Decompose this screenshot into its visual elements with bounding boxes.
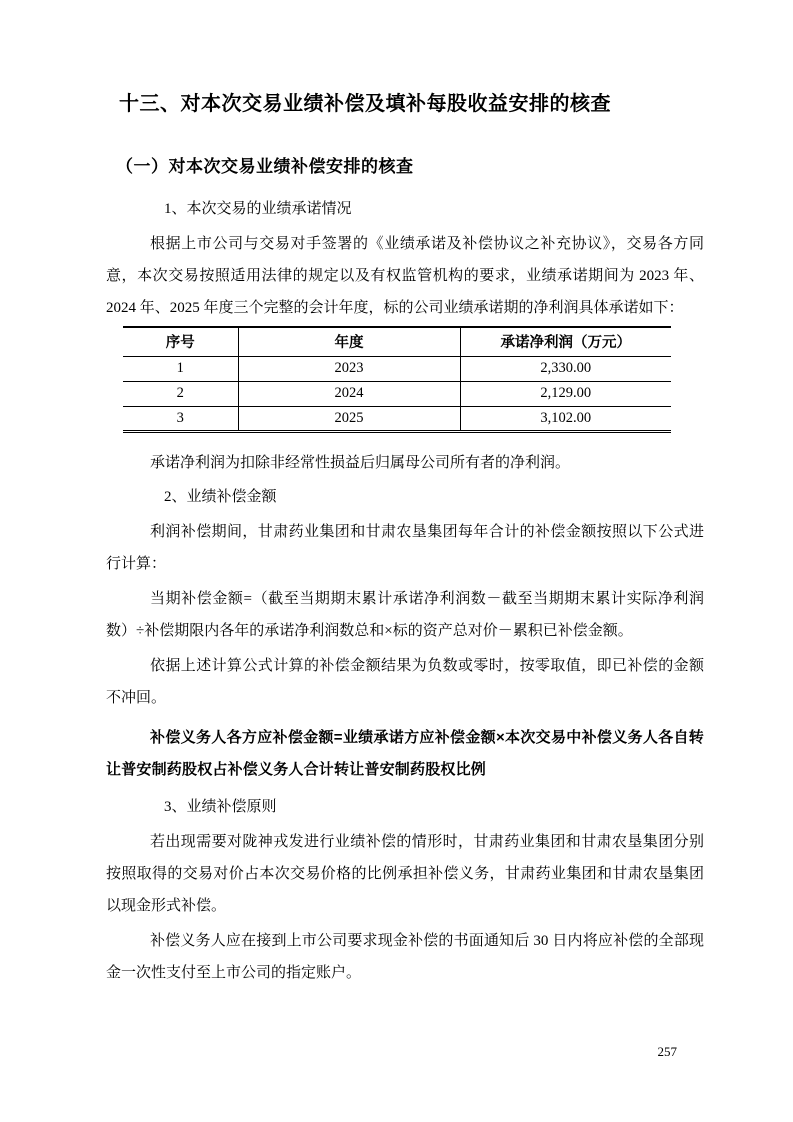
document-content xyxy=(106,0,704,989)
chapter-title: 十三、对本次交易业绩补偿及填补每股收益安排的核查 xyxy=(119,93,611,115)
paragraph-cash-payment: 补偿义务人应在接到上市公司要求现金补偿的书面通知后 30 日内将应补偿的全部现金一次性支付至上市公司的指定账户。 xyxy=(106,932,704,981)
subsection-heading-2: 2、业绩补偿金额 xyxy=(164,488,277,505)
table-row xyxy=(123,381,671,406)
table-cell-profit: 2,129.00 xyxy=(460,381,671,406)
table-header-promised-profit: 承诺净利润（万元） xyxy=(460,327,671,356)
paragraph-obligor-formula: 补偿义务人各方应补偿金额=业绩承诺方应补偿金额×本次交易中补偿义务人各自转让普安制药股权占补偿义务人合计转让普安制药股权比例 xyxy=(106,728,704,778)
table-cell-index: 3 xyxy=(123,406,238,431)
paragraph-calc-intro: 利润补偿期间，甘肃药业集团和甘肃农垦集团每年合计的补偿金额按照以下公式进行计算： xyxy=(106,523,704,572)
paragraph-zero-rule: 依据上述计算公式计算的补偿金额结果为负数或零时，按零取值，即已补偿的金额不冲回。 xyxy=(106,657,704,706)
table-cell-year: 2024 xyxy=(238,381,460,406)
table-row xyxy=(123,356,671,381)
table-cell-year: 2025 xyxy=(238,406,460,431)
subsection-heading-3: 3、业绩补偿原则 xyxy=(164,798,277,815)
table-cell-year: 2023 xyxy=(238,356,460,381)
table-cell-profit: 3,102.00 xyxy=(460,406,671,431)
table-row xyxy=(123,406,671,431)
section-title: （一）对本次交易业绩补偿安排的核查 xyxy=(116,157,414,176)
paragraph-performance-commitment: 根据上市公司与交易对手签署的《业绩承诺及补偿协议之补充协议》，交易各方同意，本次交易按照适用法律的规定以及有权监管机构的要求，业绩承诺期间为 2023 年、2024 年、2025 年度三个完整的会计年度，标的公司业绩承诺期的净利润具体承诺如下： xyxy=(106,236,704,316)
table-header-year: 年度 xyxy=(238,327,460,356)
subsection-heading-1: 1、本次交易的业绩承诺情况 xyxy=(164,201,352,217)
table-cell-index: 1 xyxy=(123,356,238,381)
paragraph-net-profit-note: 承诺净利润为扣除非经常性损益后归属母公司所有者的净利润。 xyxy=(150,454,571,471)
page-number: 257 xyxy=(657,1044,677,1059)
paragraph-compensation-principle: 若出现需要对陇神戎发进行业绩补偿的情形时，甘肃药业集团和甘肃农垦集团分别按照取得的交易对价占本次交易价格的比例承担补偿义务，甘肃药业集团和甘肃农垦集团以现金形式补偿。 xyxy=(106,833,704,914)
paragraph-compensation-formula: 当期补偿金额=（截至当期期末累计承诺净利润数－截至当期期末累计实际净利润数）÷补偿期限内各年的承诺净利润数总和×标的资产总对价－累积已补偿金额。 xyxy=(106,590,704,639)
table-header-row xyxy=(123,327,671,356)
table-cell-profit: 2,330.00 xyxy=(460,356,671,381)
net-profit-commitment-table xyxy=(123,326,671,433)
table-header-index: 序号 xyxy=(123,327,238,356)
table-cell-index: 2 xyxy=(123,381,238,406)
